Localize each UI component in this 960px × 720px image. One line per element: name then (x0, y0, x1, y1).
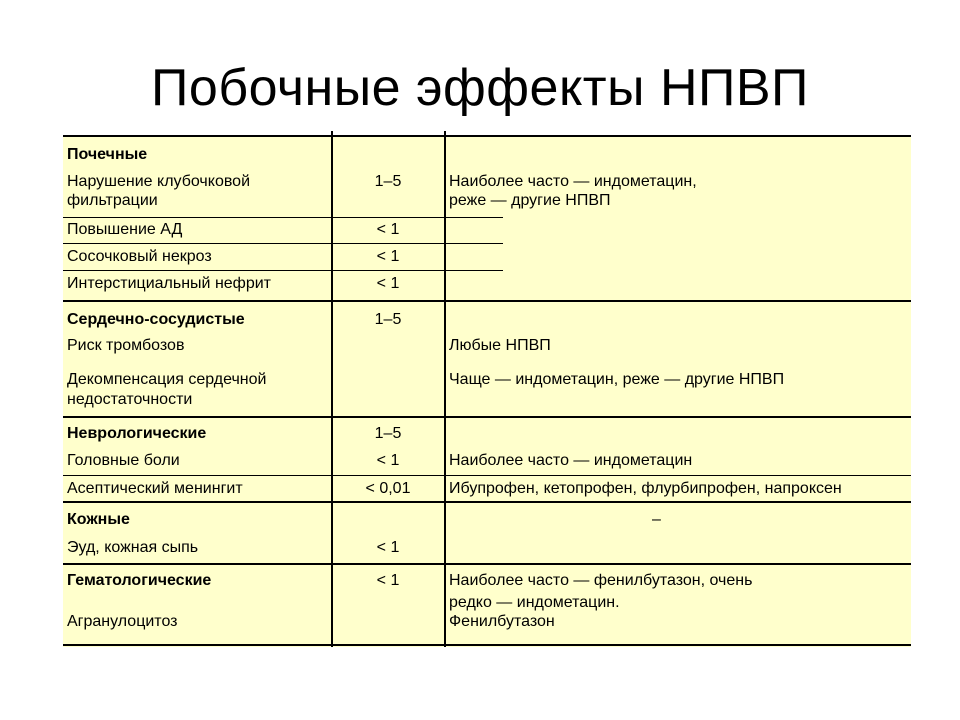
table-bottom-border (63, 644, 911, 646)
slide-title: Побочные эффекты НПВП (151, 59, 809, 117)
row-divider (63, 475, 911, 476)
table-cell-note: Фенилбутазон (449, 613, 555, 630)
section-header-neuro: Неврологические (67, 425, 207, 442)
table-cell-effect: Асептический менингит (67, 480, 243, 497)
table-cell-effect: Сосочковый некроз (67, 248, 212, 265)
section-divider (63, 501, 911, 503)
table-cell-effect: Декомпенсация сердечной (67, 371, 267, 388)
table-cell-note: – (652, 511, 661, 528)
table-cell-effect: Головные боли (67, 452, 180, 469)
section-divider (63, 563, 911, 565)
section-divider (63, 416, 911, 418)
table-cell-effect: фильтрации (67, 192, 158, 209)
table-cell-note: реже — другие НПВП (449, 192, 611, 209)
section-header-skin: Кожные (67, 511, 130, 528)
row-divider (63, 243, 503, 244)
table-cell-note: Наиболее часто — фенилбутазон, очень (449, 572, 753, 589)
table-cell-note: Чаще — индометацин, реже — другие НПВП (449, 371, 785, 388)
table-cell-note: Ибупрофен, кетопрофен, флурбипрофен, напроксен (449, 480, 842, 497)
table-cell-note: Наиболее часто — индометацин, (449, 173, 697, 190)
table-cell-frequency: < 1 (376, 248, 400, 265)
row-divider (63, 270, 503, 271)
section-header-hema: Гематологические (67, 572, 212, 589)
table-cell-note: Любые НПВП (449, 337, 551, 354)
table-cell-effect: Эуд, кожная сыпь (67, 539, 199, 556)
column-divider (444, 131, 446, 647)
table-cell-frequency: < 1 (376, 572, 400, 589)
table-cell-frequency: 1–5 (374, 311, 402, 328)
table-cell-frequency: 1–5 (374, 173, 402, 190)
table-cell-effect: Интерстициальный нефрит (67, 275, 271, 292)
table-cell-note: редко — индометацин. (449, 594, 620, 611)
table-cell-effect: Повышение АД (67, 221, 183, 238)
table-cell-frequency: < 1 (376, 221, 400, 238)
table-cell-frequency: < 1 (376, 275, 400, 292)
section-divider (63, 300, 911, 302)
section-header-renal: Почечные (67, 146, 148, 163)
table-cell-frequency: 1–5 (374, 425, 402, 442)
table-cell-effect: Нарушение клубочковой (67, 173, 250, 190)
row-divider (63, 217, 503, 218)
table-top-border (63, 135, 911, 137)
side-effects-table (63, 135, 911, 647)
table-cell-frequency: < 0,01 (365, 480, 411, 497)
table-cell-note: Наиболее часто — индометацин (449, 452, 693, 469)
table-cell-effect: недостаточности (67, 391, 193, 408)
column-divider (331, 131, 333, 647)
section-header-cardio: Сердечно-сосудистые (67, 311, 245, 328)
table-cell-effect: Агранулоцитоз (67, 613, 178, 630)
table-cell-effect: Риск тромбозов (67, 337, 185, 354)
table-cell-frequency: < 1 (376, 539, 400, 556)
table-cell-frequency: < 1 (376, 452, 400, 469)
